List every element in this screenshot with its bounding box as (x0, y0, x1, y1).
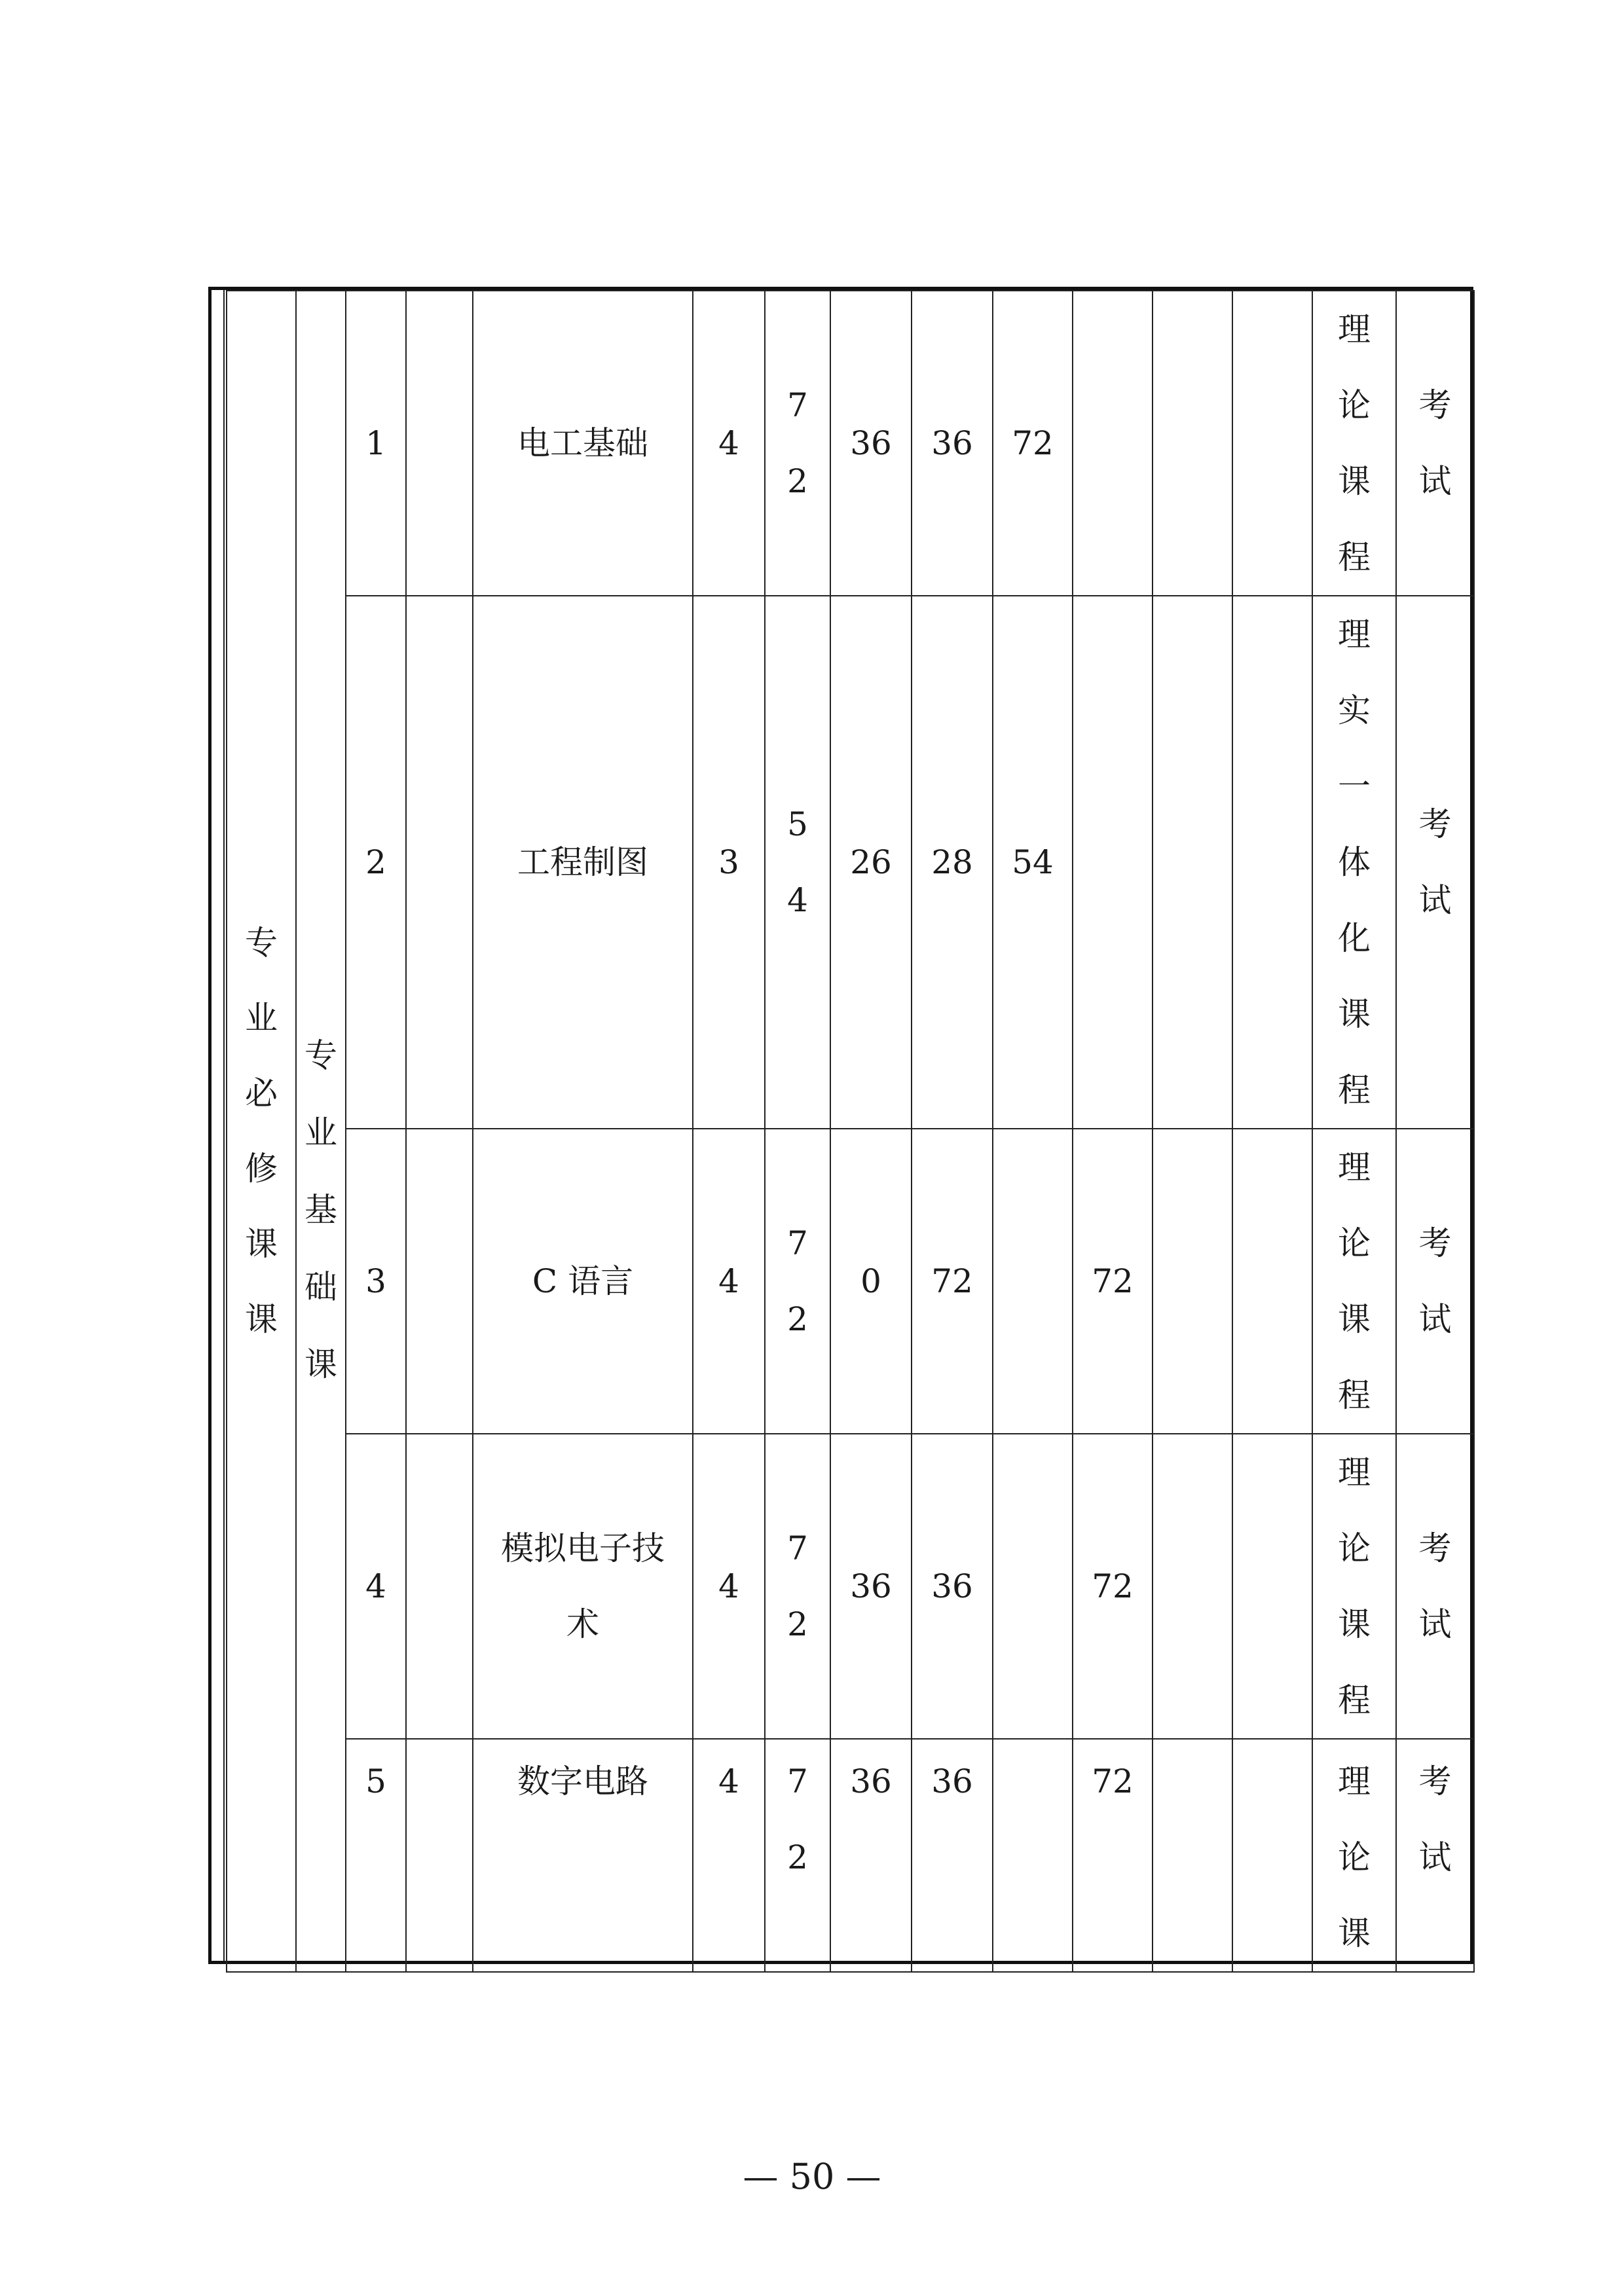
type-char: 课 (1338, 995, 1371, 1033)
course-type-cell (1312, 1129, 1396, 1434)
course-name-line: 模拟电子技 (501, 1529, 665, 1567)
total-hours-cell (765, 291, 830, 596)
assessment-cell (1396, 596, 1474, 1129)
assessment-cell (1396, 1434, 1474, 1739)
credit-cell: 4 (693, 1739, 765, 1972)
total-digit: 2 (787, 1838, 808, 1876)
table-row (227, 1739, 1474, 1972)
total-digit: 5 (787, 805, 808, 843)
total-hours-cell (765, 1434, 830, 1739)
type-char: 理 (1338, 310, 1371, 348)
type-char: 论 (1338, 1529, 1371, 1567)
semester-2-cell (1073, 596, 1153, 1129)
assess-char: 试 (1418, 1300, 1452, 1338)
assessment-cell (1396, 291, 1474, 596)
table-row (227, 596, 1474, 1129)
total-hours-cell (765, 1739, 830, 1972)
table-row (227, 1434, 1474, 1739)
assess-char: 考 (1418, 805, 1452, 843)
empty-cell (1232, 1434, 1312, 1739)
category-char: 修 (245, 1150, 278, 1188)
type-char: 实 (1338, 691, 1371, 729)
course-name: 数字电路 (473, 1739, 693, 1972)
subcategory-char: 基 (304, 1191, 337, 1229)
type-char: 程 (1338, 1681, 1371, 1719)
assess-char: 考 (1418, 1224, 1452, 1262)
empty-cell (1232, 1739, 1312, 1972)
row-number: 3 (346, 1129, 406, 1434)
semester-2-cell: 72 (1073, 1129, 1153, 1434)
theory-hours-cell: 36 (830, 291, 912, 596)
empty-cell (1153, 291, 1232, 596)
theory-hours-cell: 0 (830, 1129, 912, 1434)
type-char: 程 (1338, 538, 1371, 576)
table-row (227, 1129, 1474, 1434)
subcategory-char: 专 (304, 1036, 337, 1074)
course-name (473, 1434, 693, 1739)
type-char: 化 (1338, 919, 1371, 957)
empty-cell (406, 1739, 473, 1972)
empty-cell (406, 291, 473, 596)
total-digit: 7 (787, 386, 808, 424)
semester-1-cell (993, 1129, 1073, 1434)
subcategory-char: 课 (304, 1345, 337, 1383)
semester-2-cell (1073, 291, 1153, 596)
empty-cell (1153, 1434, 1232, 1739)
course-table-frame (208, 287, 1473, 1964)
assessment-cell (1396, 1129, 1474, 1434)
practice-hours-cell: 36 (912, 1434, 993, 1739)
empty-cell (406, 596, 473, 1129)
subcategory-char: 础 (304, 1268, 337, 1306)
theory-hours-cell: 36 (830, 1739, 912, 1972)
practice-hours-cell: 72 (912, 1129, 993, 1434)
practice-hours-cell: 28 (912, 596, 993, 1129)
semester-1-cell (993, 1739, 1073, 1972)
semester-2-cell: 72 (1073, 1739, 1153, 1972)
total-digit: 7 (787, 1529, 808, 1567)
practice-hours-cell: 36 (912, 291, 993, 596)
type-char: 理 (1338, 1762, 1371, 1800)
row-number: 4 (346, 1434, 406, 1739)
assess-char: 试 (1418, 1605, 1452, 1643)
theory-hours-cell: 26 (830, 596, 912, 1129)
category-char: 业 (245, 999, 278, 1037)
total-digit: 4 (787, 881, 808, 919)
assess-char: 考 (1418, 1529, 1452, 1567)
course-name: C 语言 (473, 1129, 693, 1434)
credit-cell: 4 (693, 1129, 765, 1434)
semester-1-cell: 54 (993, 596, 1073, 1129)
empty-cell (1232, 291, 1312, 596)
assessment-cell (1396, 1739, 1474, 1972)
empty-cell (1232, 596, 1312, 1129)
type-char: 理 (1338, 615, 1371, 653)
total-digit: 7 (787, 1762, 808, 1800)
credit-cell: 4 (693, 291, 765, 596)
course-table (226, 290, 1475, 1973)
semester-2-cell: 72 (1073, 1434, 1153, 1739)
table-row (227, 291, 1474, 596)
total-digit: 2 (787, 462, 808, 500)
type-char: 课 (1338, 1300, 1371, 1338)
course-type-cell (1312, 596, 1396, 1129)
type-char: 体 (1338, 843, 1371, 881)
assess-char: 考 (1418, 386, 1452, 424)
category-cell (227, 291, 296, 1972)
row-number: 5 (346, 1739, 406, 1972)
total-digit: 2 (787, 1300, 808, 1338)
total-digit: 7 (787, 1224, 808, 1262)
empty-cell (406, 1129, 473, 1434)
empty-cell (1232, 1129, 1312, 1434)
semester-1-cell (993, 1434, 1073, 1739)
type-char: 课 (1338, 1605, 1371, 1643)
type-char: 论 (1338, 1224, 1371, 1262)
empty-cell (406, 1434, 473, 1739)
category-char: 课 (245, 1225, 278, 1263)
practice-hours-cell: 36 (912, 1739, 993, 1972)
course-type-cell (1312, 1739, 1396, 1972)
course-name: 工程制图 (473, 596, 693, 1129)
total-hours-cell (765, 1129, 830, 1434)
type-char: 程 (1338, 1071, 1371, 1109)
total-digit: 2 (787, 1605, 808, 1643)
assess-char: 试 (1418, 1838, 1452, 1876)
course-name: 电工基础 (473, 291, 693, 596)
category-char: 必 (245, 1074, 278, 1112)
subcategory-cell (296, 291, 346, 1972)
type-char: 课 (1338, 462, 1371, 500)
assess-char: 试 (1418, 881, 1452, 919)
course-type-cell (1312, 1434, 1396, 1739)
type-char: 论 (1338, 386, 1371, 424)
row-number: 2 (346, 596, 406, 1129)
empty-cell (1153, 1739, 1232, 1972)
subcategory-char: 业 (304, 1114, 337, 1152)
course-type-cell (1312, 291, 1396, 596)
empty-cell (1153, 596, 1232, 1129)
type-char: 一 (1338, 767, 1371, 805)
type-char: 程 (1338, 1376, 1371, 1414)
empty-cell (1153, 1129, 1232, 1434)
theory-hours-cell: 36 (830, 1434, 912, 1739)
credit-cell: 3 (693, 596, 765, 1129)
credit-cell: 4 (693, 1434, 765, 1739)
assess-char: 考 (1418, 1762, 1452, 1800)
row-number: 1 (346, 291, 406, 596)
table-inner-rule (223, 290, 225, 1961)
page-number: — 50 — (743, 2156, 881, 2197)
total-hours-cell (765, 596, 830, 1129)
type-char: 理 (1338, 1453, 1371, 1491)
category-char: 专 (245, 924, 278, 962)
type-char: 课 (1338, 1914, 1371, 1952)
category-char: 课 (245, 1300, 278, 1338)
course-name-line: 术 (566, 1605, 599, 1643)
semester-1-cell: 72 (993, 291, 1073, 596)
assess-char: 试 (1418, 462, 1452, 500)
type-char: 论 (1338, 1838, 1371, 1876)
type-char: 理 (1338, 1148, 1371, 1186)
